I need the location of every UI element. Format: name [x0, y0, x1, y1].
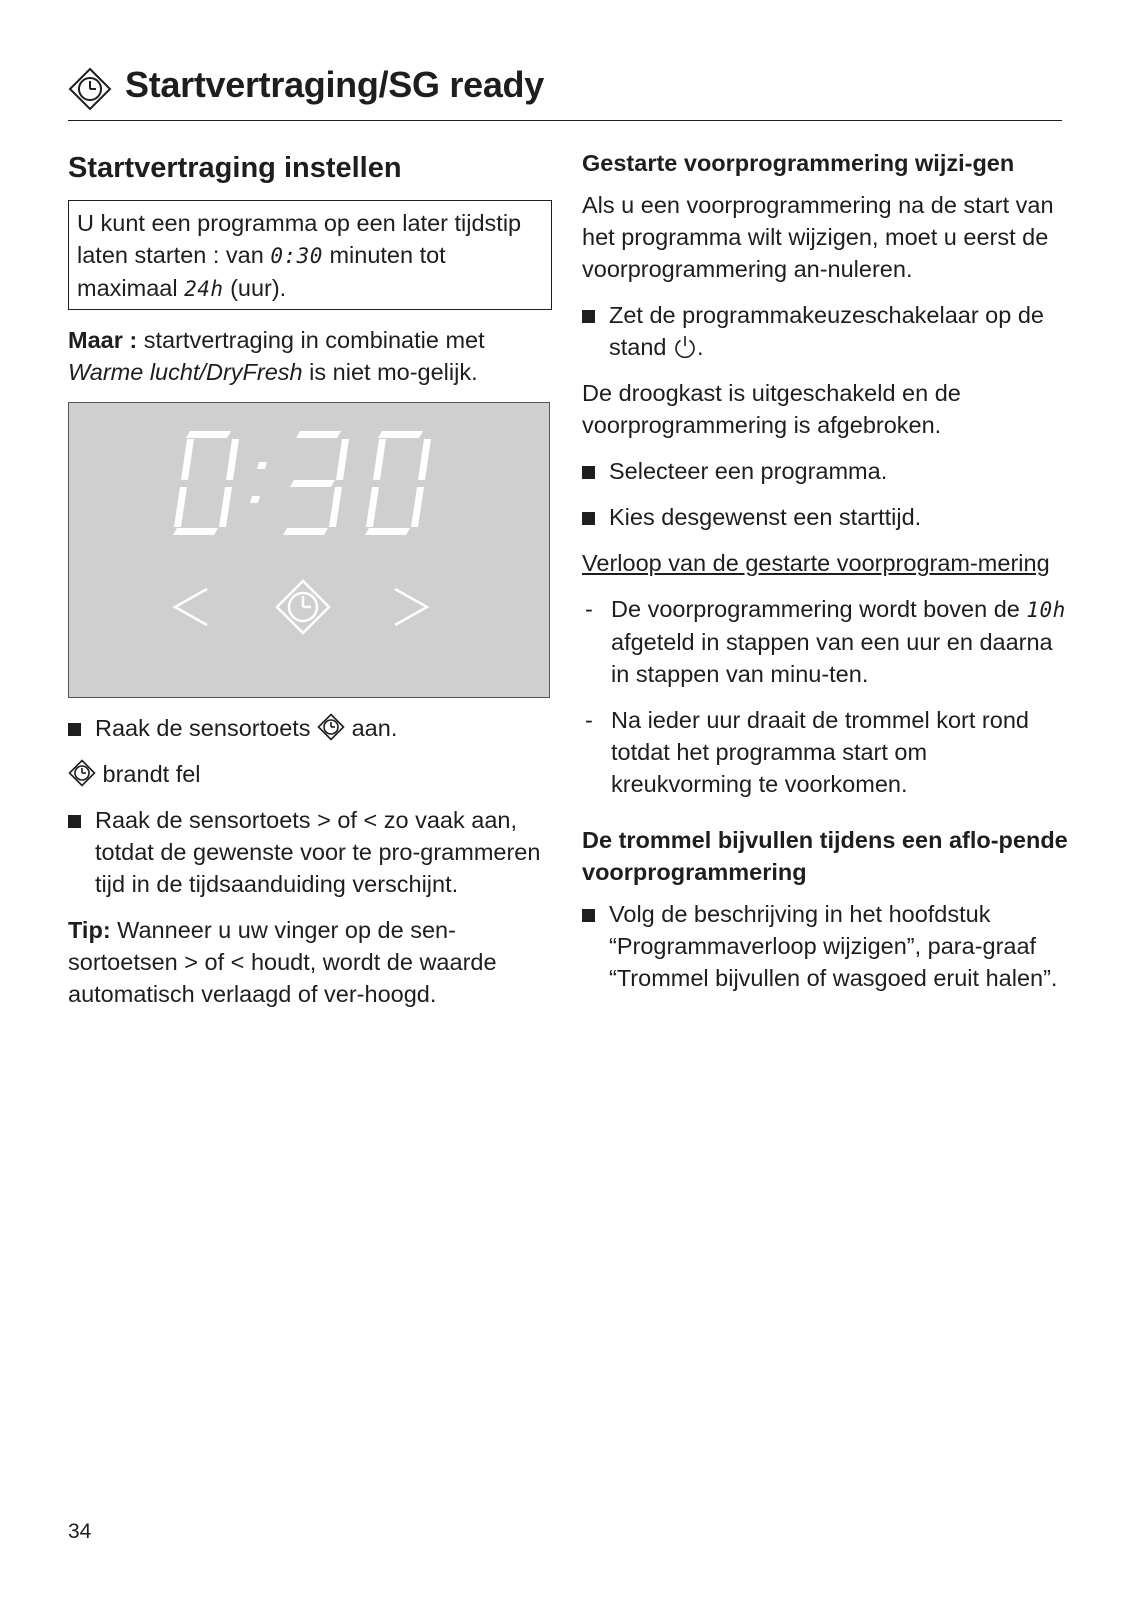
note-text: is niet mo-gelijk.: [309, 359, 478, 385]
tip-text: houdt, wordt de waarde automatisch verlaagd of ver-hoogd.: [68, 949, 497, 1007]
step-text: of: [337, 807, 357, 833]
greater-than-symbol: >: [317, 807, 331, 833]
note-paragraph: [68, 324, 552, 388]
min-delay-value: 0:30: [270, 244, 323, 268]
section-heading-refill: De trommel bijvullen tijdens een aflo-pende voorprogrammering: [582, 827, 1068, 885]
step-follow-chapter: [582, 898, 1068, 994]
step-touch-sensor: [68, 712, 552, 744]
step-text: .: [697, 334, 704, 360]
page-title: Startvertraging/SG ready: [125, 64, 544, 105]
delay-start-icon: [317, 713, 345, 741]
seven-segment-time: [173, 431, 431, 535]
dash-marker: -: [585, 596, 593, 622]
info-text: U kunt een programma op een later tijdstip laten starten : van: [77, 210, 522, 268]
step-text: Raak de sensortoets: [95, 715, 311, 741]
section-heading-change: Gestarte voorprogrammering wijzi-gen: [582, 150, 1015, 176]
dash-marker: -: [585, 707, 593, 733]
item-text: Na ieder uur draait de trommel kort rond totdat het programma start om kreukvorming te voorkomen.: [611, 707, 1029, 797]
step-select-program: [582, 455, 1068, 487]
delay-start-icon: [68, 67, 112, 111]
delay-start-icon: [68, 759, 96, 787]
info-text: minuten tot maximaal: [77, 242, 446, 301]
dash-item: [582, 593, 1068, 690]
info-box: [68, 200, 552, 310]
item-text: afgeteld in stappen van een uur en daarna in stappen van minu-ten.: [611, 629, 1053, 687]
control-panel-display: [68, 402, 550, 698]
step-text: Raak de sensortoets: [95, 807, 311, 833]
section-heading-delay: Startvertraging instellen: [68, 152, 402, 184]
power-off-icon: [673, 334, 697, 360]
tip-paragraph: [68, 914, 552, 1010]
max-delay-value: 24h: [184, 277, 224, 301]
step-text: Selecteer een programma.: [609, 458, 888, 484]
page-header: [68, 62, 1062, 121]
left-column: [68, 148, 552, 1024]
step-text: Kies desgewenst een starttijd.: [609, 504, 922, 530]
tip-text: of: [204, 949, 225, 975]
less-than-symbol: <: [363, 807, 378, 833]
display-graphic: [69, 403, 551, 699]
tip-text: Wanneer u uw vinger op de sen-sortoetsen: [68, 917, 456, 975]
info-text: (uur).: [230, 275, 287, 301]
less-than-symbol: <: [230, 949, 245, 975]
left-arrow-button[interactable]: [175, 589, 207, 625]
bullet-square: [582, 512, 595, 525]
subheading-progress: Verloop van de gestarte voorprogram-mering: [582, 550, 1050, 576]
step-switch-off: [582, 299, 1068, 363]
bullet-square: [582, 466, 595, 479]
right-column: [582, 147, 1068, 1008]
bullet-square: [582, 909, 595, 922]
step-choose-start-time: [582, 501, 1068, 533]
status-note: [68, 758, 552, 790]
tip-label: Tip:: [68, 917, 111, 943]
step-text: aan.: [351, 715, 398, 741]
paragraph: De droogkast is uitgeschakeld en de voorprogrammering is afgebroken.: [582, 380, 961, 438]
status-text: brandt fel: [102, 761, 201, 787]
bullet-square: [68, 723, 81, 736]
bullet-square: [582, 310, 595, 323]
item-text: De voorprogrammering wordt boven de: [611, 596, 1020, 622]
dash-item: [582, 704, 1068, 800]
page-number: 34: [68, 1520, 92, 1543]
paragraph: Als u een voorprogrammering na de start van het programma wilt wijzigen, moet u eerst de voorprogrammering an-nuleren.: [582, 192, 1054, 282]
step-text: Volg de beschrijving in het hoofdstuk “Programmaverloop wijzigen”, para-graaf “Trommel bijvullen of wasgoed eruit halen”.: [609, 901, 1058, 991]
program-name: Warme lucht/DryFresh: [68, 359, 303, 385]
step-text: Zet de programmakeuzeschakelaar op de stand: [609, 302, 1044, 360]
bullet-square: [68, 815, 81, 828]
step-text: zo vaak aan, totdat de gewenste voor te pro-grammeren tijd in de tijdsaanduiding verschijnt.: [95, 807, 541, 897]
delay-start-button[interactable]: [277, 581, 329, 633]
step-set-time: [68, 804, 552, 900]
note-text: startvertraging in combinatie met: [143, 327, 485, 353]
hours-value: 10h: [1026, 598, 1066, 622]
note-label: Maar :: [68, 327, 138, 353]
greater-than-symbol: >: [184, 949, 198, 975]
right-arrow-button[interactable]: [395, 589, 427, 625]
